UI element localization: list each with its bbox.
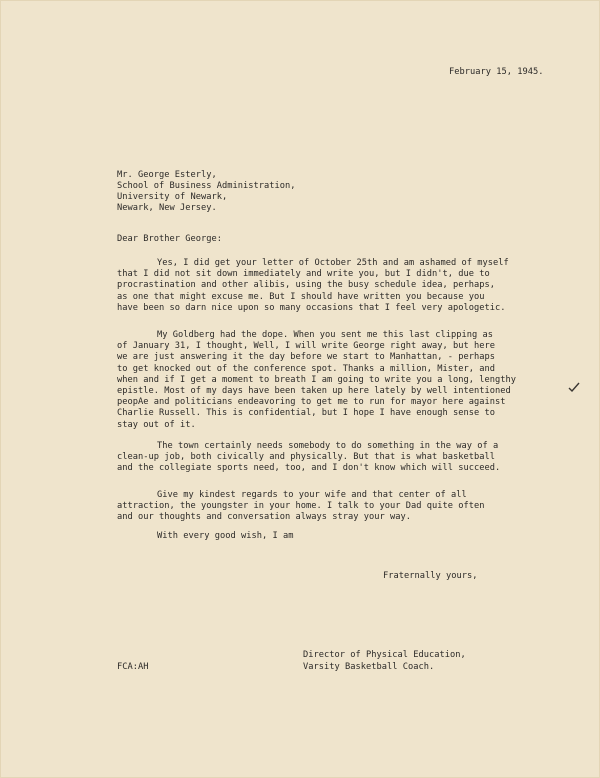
recipient-line-school: School of Business Administration, <box>117 181 296 191</box>
paragraph-line: Charlie Russell. This is confidential, but I hope I have enough sense to <box>117 408 496 419</box>
paragraph-line: have been so darn nice upon so many occasions that I feel very apologetic. <box>117 302 506 313</box>
paragraph-line: procrastination and other alibis, using the busy schedule idea, perhaps, <box>117 280 496 291</box>
complimentary-close: Fraternally yours, <box>383 571 478 581</box>
reference-initials: FCA:AH <box>117 662 149 672</box>
paragraph-2 <box>117 330 567 431</box>
paragraph-line: The town certainly needs somebody to do something in the way of a <box>157 441 499 451</box>
salutation: Dear Brother George: <box>117 234 223 244</box>
paragraph-line: to get knocked out of the conference spot. Thanks a million, Mister, and <box>117 363 496 374</box>
recipient-line-university: University of Newark, <box>117 192 228 202</box>
signature-title-line-2: Varsity Basketball Coach. <box>303 662 435 672</box>
paragraph-line: Give my kindest regards to your wife and that center of all <box>157 490 467 500</box>
paragraph-3 <box>117 441 567 475</box>
paragraph-line: when and if I get a moment to breath I am going to write you a long, lengthy <box>117 374 517 385</box>
paragraph-line: that I did not sit down immediately and write you, but I didn't, due to <box>117 269 490 280</box>
paragraph-line: we are just answering it the day before we start to Manhattan, - perhaps <box>117 352 496 363</box>
paragraph-1 <box>117 258 567 314</box>
paragraph-line: stay out of it. <box>117 419 196 430</box>
letter-date: February 15, 1945. <box>449 67 544 77</box>
paragraph-line: attraction, the youngster in your home. I talk to your Dad quite often <box>117 501 485 512</box>
paragraph-4 <box>117 490 567 524</box>
paragraph-line: and our thoughts and conversation always stray your way. <box>117 512 412 523</box>
recipient-line-city: Newark, New Jersey. <box>117 203 217 213</box>
paragraph-line: and the collegiate sports need, too, and I don't know which will succeed. <box>117 463 501 474</box>
paragraph-line: as one that might excuse me. But I should have written you because you <box>117 291 485 302</box>
signature-title-line-1: Director of Physical Education, <box>303 650 466 660</box>
closing-wish: With every good wish, I am <box>157 531 294 541</box>
paragraph-line: Yes, I did get your letter of October 25th and am ashamed of myself <box>157 258 509 268</box>
paragraph-line: My Goldberg had the dope. When you sent me this last clipping as <box>157 330 494 340</box>
check-mark-icon <box>568 382 580 392</box>
paragraph-line: epistle. Most of my days have been taken up here lately by well intentioned <box>117 385 511 396</box>
paragraph-line: of January 31, I thought, Well, I will write George right away, but here <box>117 341 496 352</box>
paragraph-line: clean-up job, both civically and physically. But that is what basketball <box>117 452 496 463</box>
recipient-line-name: Mr. George Esterly, <box>117 170 217 180</box>
paragraph-line: peopAe and politicians endeavoring to get me to run for mayor here against <box>117 397 506 408</box>
